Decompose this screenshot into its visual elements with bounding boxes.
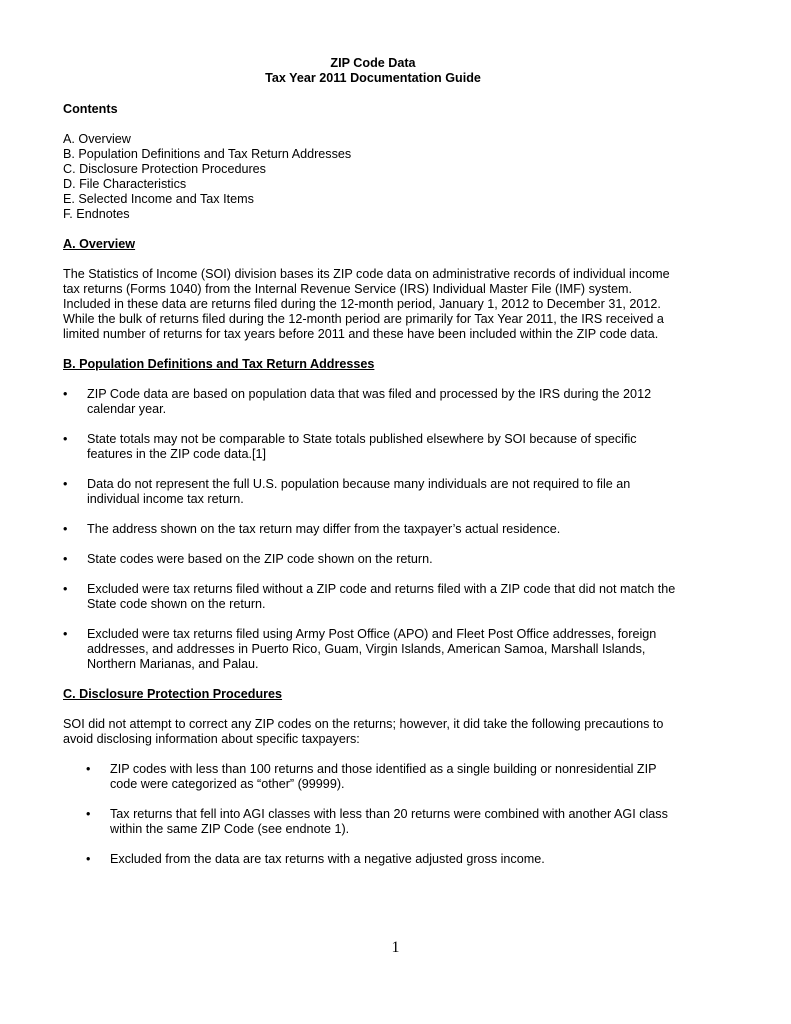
list-item-text: State totals may not be comparable to State totals published elsewhere by SOI because of specific features in the ZIP code data.[1] [87,432,637,461]
list-item [63,762,683,792]
overview-heading: A. Overview [63,237,136,251]
bullet-icon: • [63,432,68,446]
list-item [63,852,683,867]
list-item-text: Excluded were tax returns filed using Army Post Office (APO) and Fleet Post Office addresses, foreign addresses, and addresses in Puerto Rico, Guam, Virgin Islands, American Samoa, Marshall Islands, Northern Marianas, and Palau. [87,627,657,671]
page-content [63,56,683,867]
toc-item-overview: A. Overview [63,132,131,146]
bullet-icon: • [63,522,68,536]
document-title [63,56,683,86]
list-item-text: Excluded from the data are tax returns with a negative adjusted gross income. [110,852,545,866]
list-item-text: Data do not represent the full U.S. population because many individuals are not required to file an individual income tax return. [87,477,631,506]
title-line-2: Tax Year 2011 Documentation Guide [265,71,481,85]
population-heading: B. Population Definitions and Tax Return Addresses [63,357,375,371]
bullet-icon: • [63,477,68,491]
toc-item-file-characteristics: D. File Characteristics [63,177,187,191]
overview-paragraph: The Statistics of Income (SOI) division bases its ZIP code data on administrative records of individual income tax returns (Forms 1040) from the Internal Revenue Service (IRS) Individual Master File (IMF) system. Included in these data are returns filed during the 12-month period, January 1, 2012 to December 31, 2012. While the bulk of returns filed during the 12-month period are primarily for Tax Year 2011, the IRS received a limited number of returns for tax years before 2011 and these have been included within the ZIP code data. [63,267,670,341]
bullet-icon: • [63,627,68,641]
bullet-icon: • [86,762,91,776]
disclosure-bullet-list [63,762,683,867]
list-item-text: ZIP Code data are based on population data that was filed and processed by the IRS during the 2012 calendar year. [87,387,652,416]
list-item-text: Excluded were tax returns filed without a ZIP code and returns filed with a ZIP code that did not match the State code shown on the return. [87,582,676,611]
list-item [63,552,683,567]
bullet-icon: • [86,807,91,821]
toc-item-disclosure: C. Disclosure Protection Procedures [63,162,266,176]
list-item [63,522,683,537]
bullet-icon: • [86,852,91,866]
list-item-text: Tax returns that fell into AGI classes with less than 20 returns were combined with another AGI class within the same ZIP Code (see endnote 1). [110,807,668,836]
toc-item-population: B. Population Definitions and Tax Return Addresses [63,147,352,161]
table-of-contents [63,132,683,222]
disclosure-paragraph: SOI did not attempt to correct any ZIP codes on the returns; however, it did take the following precautions to avoid disclosing information about specific taxpayers: [63,717,664,746]
toc-item-income-tax-items: E. Selected Income and Tax Items [63,192,254,206]
page-number: 1 [391,939,400,956]
bullet-icon: • [63,552,68,566]
list-item [63,477,683,507]
list-item-text: State codes were based on the ZIP code shown on the return. [87,552,433,566]
list-item [63,432,683,462]
contents-heading: Contents [63,102,118,116]
population-bullet-list [63,387,683,672]
list-item [63,627,683,672]
title-line-1: ZIP Code Data [330,56,416,70]
list-item-text: ZIP codes with less than 100 returns and those identified as a single building or nonresidential ZIP code were categorized as “other” (99999). [110,762,657,791]
list-item [63,807,683,837]
list-item-text: The address shown on the tax return may differ from the taxpayer’s actual residence. [87,522,561,536]
list-item [63,582,683,612]
disclosure-heading: C. Disclosure Protection Procedures [63,687,283,701]
list-item [63,387,683,417]
bullet-icon: • [63,582,68,596]
bullet-icon: • [63,387,68,401]
toc-item-endnotes: F. Endnotes [63,207,130,221]
